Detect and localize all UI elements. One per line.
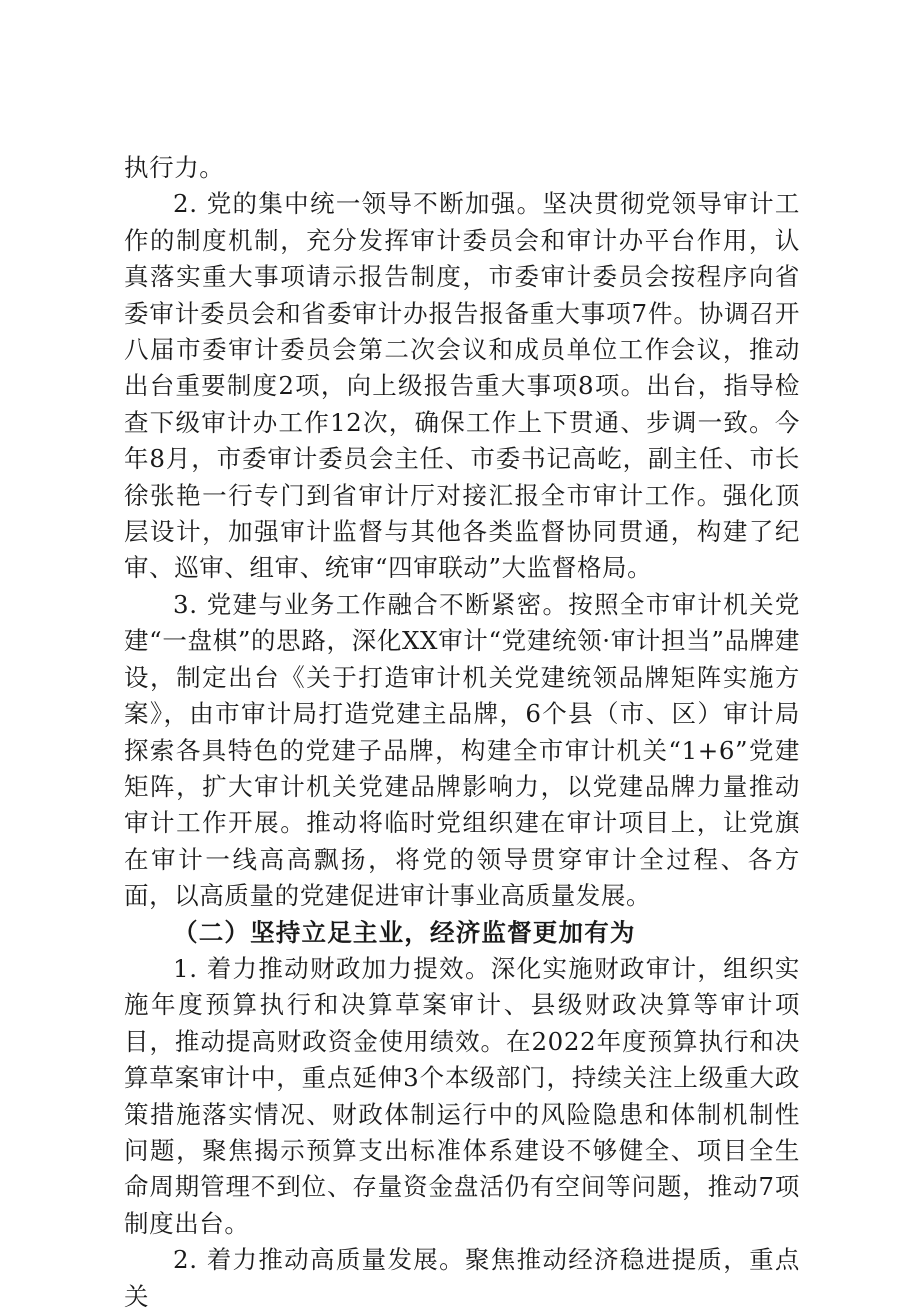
paragraph-high-quality-development: 2. 着力推动高质量发展。聚焦推动经济稳进提质，重点关	[124, 1245, 800, 1311]
document-body	[124, 150, 800, 1315]
paragraph-party-building: 3. 党建与业务工作融合不断紧密。按照全市审计机关党建“一盘棋”的思路，深化XX审计“党建统领·审计担当”品牌建设，制定出台《关于打造审计机关党建统领品牌矩阵实施方案》，由市审计局打造党建主品牌，6个县（市、区）审计局探索各具特色的党建子品牌，构建全市审计机关“1+6”党建矩阵，扩大审计机关党建品牌影响力，以党建品牌力量推动审计工作开展。推动将临时党组织建在审计项目上，让党旗在审计一线高高飘扬，将党的领导贯穿审计全过程、各方面，以高质量的党建促进审计事业高质量发展。	[124, 589, 800, 911]
paragraph-party-leadership: 2. 党的集中统一领导不断加强。坚决贯彻党领导审计工作的制度机制，充分发挥审计委员会和审计办平台作用，认真落实重大事项请示报告制度，市委审计委员会按程序向省委审计委员会和省委审计办报告报备重大事项7件。协调召开八届市委审计委员会第二次会议和成员单位工作会议，推动出台重要制度2项，向上级报告重大事项8项。出台，指导检查下级审计办工作12次，确保工作上下贯通、步调一致。今年8月，市委审计委员会主任、市委书记高屹，副主任、市长徐张艳一行专门到省审计厅对接汇报全市审计工作。强化顶层设计，加强审计监督与其他各类监督协同贯通，构建了纪审、巡审、组审、统审“四审联动”大监督格局。	[124, 189, 800, 583]
continuation-paragraph: 执行力。	[124, 153, 225, 182]
section-heading: （二）坚持立足主业，经济监督更加有为	[173, 917, 636, 947]
paragraph-fiscal-efficiency: 1. 着力推动财政加力提效。深化实施财政审计，组织实施年度预算执行和决算草案审计、县级财政决算等审计项目，推动提高财政资金使用绩效。在2022年度预算执行和决算草案审计中，重点延伸3个本级部门，持续关注上级重大政策措施落实情况、财政体制运行中的风险隐患和体制机制性问题，聚焦揭示预算支出标准体系建设不够健全、项目全生命周期管理不到位、存量资金盘活仍有空间等问题，推动7项制度出台。	[124, 953, 800, 1238]
